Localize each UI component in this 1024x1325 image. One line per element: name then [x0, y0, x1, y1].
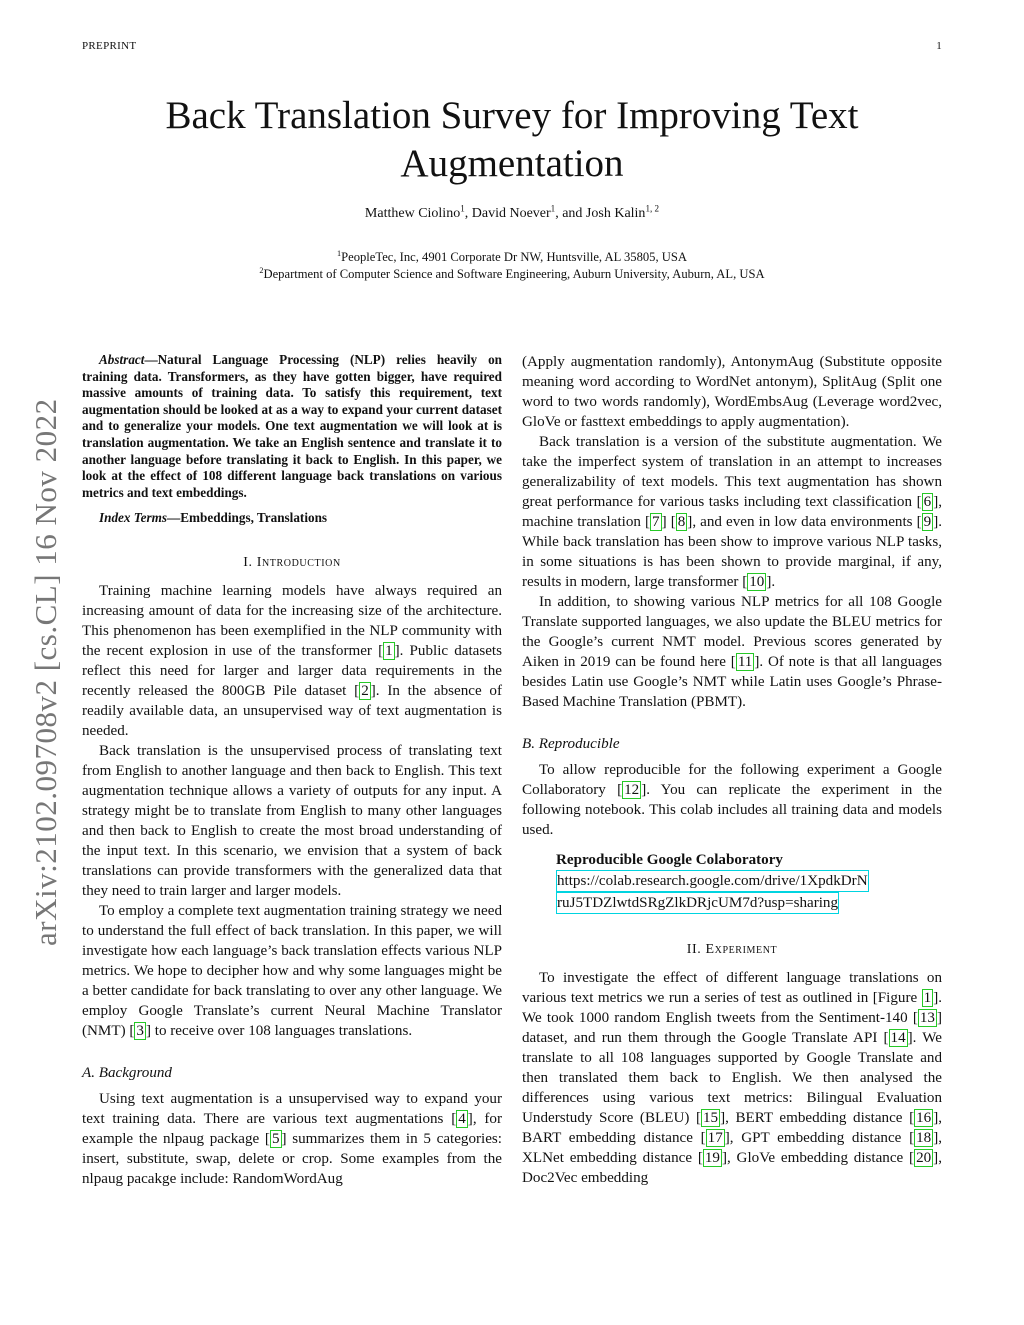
- figure-link[interactable]: 1: [923, 990, 932, 1006]
- paragraph: Using text augmentation is a unsupervised way to expand your text training data. There are various text augmentations [ 4 ], for example the nlpaug package [ 5 ] summarizes them in 5 categories: insert, substitute, swap, delete or crop. Some examples from the nlpaug pacakge include: RandomWordAug: [82, 1090, 502, 1187]
- citation-link[interactable]: 10: [749, 574, 765, 590]
- text: . In the absence of readily available data, an unsupervised way of text augmentation is needed.: [82, 682, 503, 739]
- citation-link[interactable]: 11: [737, 654, 753, 670]
- abstract-label: Abstract: [99, 352, 145, 367]
- colab-url-link[interactable]: [556, 870, 942, 914]
- text: . We translate to all 108 languages supported by Google Translate and then translated them back to English. We then analysed the differences using various text metrics: Bilingual Evaluation Understudy Score (BLEU): [522, 1030, 942, 1126]
- paragraph: Back translation is a version of the substitute augmentation. We take the imperfect system of translation in an attempt to increases generalizability of text models. This text augmentation has shown great performance for various tasks including text classification [ 6 ], machine translation [ 7 ] [ 8 ], and even in low data environments [ 9 ]. While back translation has been show to improve various NLP tasks, in some situations is has been shown to provide marginal, if any, results in modern, large transformer [ 10 ].: [522, 434, 943, 590]
- paragraph: To investigate the effect of different language translations on various text metrics we run a series of test as outlined in [Figure 1 ]. We took 1000 random English tweets from the Sentiment-140 [ 13 ] dataset, and run them through the Google Translate API [ 14 ]. We translate to all 108 languages supported by Google Translate and then translated them back to English. We then analysed the differences using various text metrics: Bilingual Evaluation Understudy Score (BLEU) [ 15 ], BERT embedding distance [ 16 ], BART embedding distance [ 17 ], GPT embedding distance [ 18 ], XLNet embedding distance [ 19 ], GloVe embedding distance [ 20 ], Doc2Vec embedding: [522, 970, 942, 1186]
- abstract-text: —Natural Language Processing (NLP) relies heavily on training data. Transformers, as they have gotten bigger, have required massive amounts of training data. To satisfy this requirement, text augmentation should be looked at as a way to expand your current dataset and to generalize your models. One text augmentation we will look at is translation augmentation. We take an English sentence and translate it to another language before translating it back to English. In this paper, we look at the effect of 108 different language back translations on various metrics and text embeddings.: [82, 352, 502, 500]
- text: , BART embedding distance: [522, 1110, 942, 1146]
- text: , Doc2Vec embedding: [522, 1150, 942, 1186]
- citation-link[interactable]: 18: [916, 1130, 932, 1146]
- index-terms: [82, 510, 502, 527]
- paragraph: To employ a complete text augmentation training strategy we need to understand the full effect of back translation. In this paper, we will investigate how each language’s back translation effects various NLP metrics. We hope to decipher how and why some languages might be a better candidate for back translating to over any other language. We employ Google Translate’s current Neural Machine Translator (NMT) [ 3 ] to receive over 108 languages translations.: [82, 902, 502, 1039]
- affiliation-marker: 1: [460, 203, 465, 214]
- affiliation-marker: 1, 2: [645, 203, 660, 214]
- paragraph: To allow reproducible for the following experiment a Google Collaboratory [ 12 ]. You can replicate the experiment in the following notebook. This colab includes all training data and models used.: [522, 762, 942, 838]
- text: . You can replicate the experiment in the following notebook. This colab includes all training data and models used.: [522, 782, 942, 838]
- affiliation-1: [100, 249, 924, 266]
- paragraph: Training machine learning models have always required an increasing amount of data for the increasing size of the architecture. This phenomenon has been exemplified in the NLP community with the recent explosion in use of the transformer [ 1 ]. Public datasets reflect this need for larger and larger data requirements in the recently released the 800GB Pile dataset [ 2 ]. In the absence of readily available data, an unsupervised way of text augmentation is needed.: [82, 582, 503, 739]
- affiliation-text: PeopleTec, Inc, 4901 Corporate Dr NW, Huntsville, AL 35805, USA: [341, 250, 687, 264]
- citation-link[interactable]: 14: [890, 1030, 906, 1046]
- citation-link[interactable]: 9: [923, 514, 932, 530]
- section-heading-experiment: [522, 940, 942, 960]
- affiliation-text: Department of Computer Science and Software Engineering, Auburn University, Auburn, AL, USA: [263, 266, 765, 281]
- section-title: Introduction: [256, 554, 341, 570]
- text: .: [771, 574, 776, 590]
- text: To employ a complete text augmentation training strategy we need to understand the full effect of back translation. In this paper, we will investigate how each language’s back translation effects various NLP metrics. We hope to decipher how and why some languages might be a better candidate for back translating to over any other language. We employ Google Translate’s current Neural Machine Translator (NMT): [82, 902, 502, 1039]
- text: to receive over 108 languages translations.: [150, 1022, 413, 1039]
- author-list: [100, 203, 924, 222]
- arxiv-identifier: arXiv:2102.09708v2 [cs.CL] 16 Nov 2022: [28, 398, 63, 946]
- index-terms-label: Index Terms: [99, 510, 168, 526]
- text: Training machine learning models have always required an increasing amount of data for the increasing size of the architecture. This phenomenon has been exemplified in the NLP community with the recent explosion in use of the transformer: [82, 582, 502, 659]
- citation-link[interactable]: 4: [458, 1110, 466, 1127]
- text: , for example the nlpaug package: [82, 1110, 502, 1147]
- text: , GloVe embedding distance: [726, 1150, 910, 1166]
- index-terms-text: —Embeddings, Translations: [167, 510, 328, 526]
- affiliation-marker: 1: [550, 203, 556, 214]
- text: dataset, and run them through the Google Translate API: [522, 1030, 884, 1046]
- citation-link[interactable]: 20: [916, 1150, 932, 1166]
- section-heading-introduction: [82, 553, 502, 573]
- affiliation-marker: 1: [337, 248, 342, 258]
- text: , GPT embedding distance: [729, 1130, 910, 1146]
- citation-link[interactable]: 16: [916, 1110, 932, 1126]
- affiliation-marker: 2: [259, 265, 264, 275]
- section-number: II.: [686, 942, 706, 957]
- citation-link[interactable]: 7: [652, 514, 660, 530]
- citation-link[interactable]: 8: [677, 514, 686, 530]
- title-line-1: Back Translation Survey for Improving Text: [165, 94, 859, 137]
- citation-link[interactable]: 1: [385, 642, 393, 659]
- url-line[interactable]: ruJ5TDZlwtdSRgZlkDRjcUM7d?usp=sharing: [556, 892, 839, 914]
- left-column: [82, 352, 502, 1189]
- author-name: , David Noever: [464, 206, 551, 221]
- paragraph: (Apply augmentation randomly), AntonymAug (Substitute opposite meaning word according to WordNet antonym), SplitAug (Split one word to two words randomly), WordEmbsAug (Leverage word2vec, GloVe or fasttext embeddings to apply augmentation).: [522, 354, 942, 430]
- citation-link[interactable]: 17: [707, 1130, 723, 1146]
- text: In addition, to showing various NLP metrics for all 108 Google Translate supported languages, we also update the BLEU metrics for the Google’s current NMT model. Previous scores generated by Aiken in 2019 can be found here: [522, 594, 942, 670]
- text: To allow reproducible for the following experiment a Google Collaboratory: [522, 762, 942, 798]
- abstract: [82, 352, 502, 501]
- text: , XLNet embedding distance: [522, 1130, 942, 1166]
- affiliations: [100, 249, 924, 282]
- text: ]. We took 1000 random English tweets from the Sentiment-140: [522, 990, 942, 1026]
- citation-link[interactable]: 15: [702, 1110, 719, 1126]
- paragraph: In addition, to showing various NLP metrics for all 108 Google Translate supported languages, we also update the BLEU metrics for the Google’s current NMT model. Previous scores generated by Aiken in 2019 can be found here [ 11 ]. Of note is that all languages besides Latin use Google’s NMT while Latin uses Google’s Phrase-Based Machine Translation (PBMT).: [522, 594, 943, 710]
- paragraph: Back translation is the unsupervised process of translating text from English to another language and then back to English. This text augmentation technique allows a variety of outputs for any input. A strategy might be to translate from English to many other languages and then back to English to create the most broad understanding of the input text. In this scenario, we envision that a system of back translations can provide transformers with the generalized data that they need to train larger and larger models.: [82, 742, 502, 899]
- text: summarizes them in 5 categories: insert, substitute, swap, delete or crop. Some examples from the nlpaug pacakge include: RandomWordAug: [82, 1130, 502, 1187]
- text: To investigate the effect of different language translations on various text metrics we run a series of test as outlined in [Figure: [522, 970, 942, 1006]
- page-number: 1: [936, 40, 942, 52]
- text: . Public datasets reflect this need for larger and larger data requirements in the recently released the 800GB Pile dataset: [82, 642, 502, 699]
- text: . Of note is that all languages besides Latin use Google’s NMT while Latin uses Google’s Phrase-Based Machine Translation (PBMT).: [522, 654, 943, 710]
- citation-link[interactable]: 3: [136, 1022, 144, 1039]
- citation-link[interactable]: 2: [361, 682, 369, 699]
- section-title: Experiment: [705, 942, 778, 957]
- text: Back translation is a version of the substitute augmentation. We take the imperfect system of translation in an attempt to increases generalizability of text models. This text augmentation has shown great performance for various tasks including text classification: [522, 434, 942, 510]
- citation-link[interactable]: 13: [919, 1010, 935, 1026]
- affiliation-2: [100, 266, 924, 283]
- url-line[interactable]: https://colab.research.google.com/drive/1XpdkDrN: [556, 870, 869, 892]
- author-name: , and Josh Kalin: [555, 206, 646, 221]
- running-header: PREPRINT: [82, 40, 137, 52]
- right-column: [522, 352, 942, 1188]
- paper-title: [100, 92, 924, 188]
- text: , BERT embedding distance: [725, 1110, 910, 1126]
- text: Using text augmentation is a unsupervised way to expand your text training data. There are various text augmentations: [82, 1090, 502, 1127]
- colab-title: Reproducible Google Colaboratory: [556, 852, 783, 868]
- author-name: Matthew Ciolino: [364, 206, 461, 221]
- subsection-heading-reproducible: B. Reproducible: [522, 736, 620, 752]
- section-number: I.: [243, 554, 257, 570]
- title-line-2: Augmentation: [400, 142, 624, 185]
- text: , machine translation: [522, 494, 942, 530]
- subsection-heading-background: A. Background: [82, 1064, 172, 1081]
- citation-link[interactable]: 12: [624, 782, 640, 798]
- text: , and even in low data environments: [692, 514, 917, 530]
- citation-link[interactable]: 5: [271, 1130, 280, 1147]
- citation-link[interactable]: 6: [923, 494, 932, 510]
- citation-link[interactable]: 19: [704, 1150, 720, 1166]
- text: . While back translation has been show to improve various NLP tasks, in some situations is has been shown to provide marginal, if any, results in modern, large transformer: [522, 514, 943, 590]
